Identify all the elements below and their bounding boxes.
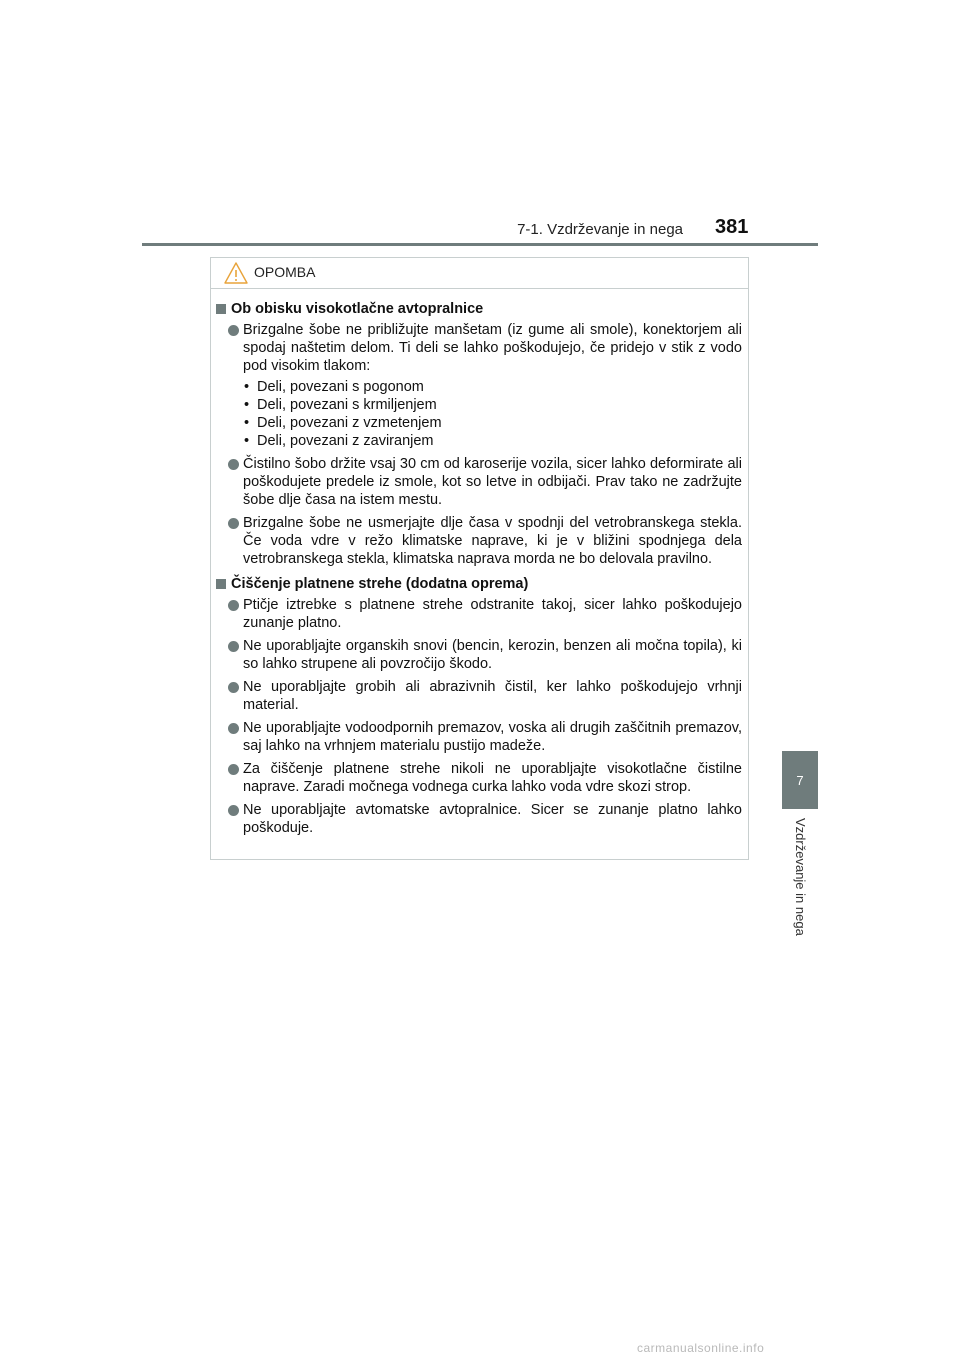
circle-bullet-icon: [228, 641, 239, 652]
section-heading: [215, 300, 742, 318]
note-body: [211, 300, 748, 842]
list-item-text: Brizgalne šobe ne usmerjajte dlje časa v spodnji del vetrobranskega stekla. Če voda vdre v režo klimatske naprave, ki je v bližini spodnjega dela vetrobranskega stekla, klimatska naprava morda ne bo delovala pravilno.: [243, 515, 742, 567]
section-heading-text: Čiščenje platnene strehe (dodatna oprema): [231, 576, 529, 592]
circle-bullet-icon: [228, 805, 239, 816]
list-item-text: Brizgalne šobe ne približujte manšetam (iz gume ali smole), konektorjem ali spodaj naštetim delom. Ti deli se lahko poškodujejo, če pridejo v stik z vodo pod visokim tlakom:: [243, 322, 742, 374]
header-divider: [142, 243, 818, 246]
sub-list: [243, 378, 742, 450]
circle-bullet-icon: [228, 325, 239, 336]
list-item-text: Čistilno šobo držite vsaj 30 cm od karoserije vozila, sicer lahko deformirate ali poškodujete predele iz smole, kot so letve in odbijači. Prav tako ne zadržujte šobe dlje časa na istem mestu.: [243, 456, 742, 508]
warning-triangle-icon: [223, 261, 249, 285]
list-item: [215, 637, 742, 673]
list-item-text: Ne uporabljajte grobih ali abrazivnih čistil, ker lahko poškodujejo vrhnji material.: [243, 679, 742, 713]
list-item: [215, 514, 742, 568]
list-item-text: Ne uporabljajte vodoodpornih premazov, voska ali drugih zaščitnih premazov, saj lahko na vrhnjem materialu pustijo madeže.: [243, 720, 742, 754]
square-bullet-icon: [216, 304, 226, 314]
chapter-side-title: Vzdrževanje in nega: [793, 818, 808, 936]
sub-list-item: • Deli, povezani s pogonom: [243, 378, 742, 396]
circle-bullet-icon: [228, 764, 239, 775]
watermark-text: carmanualsonline.info: [637, 1341, 765, 1355]
sub-list-item: • Deli, povezani s krmiljenjem: [243, 396, 742, 414]
sub-list-item: • Deli, povezani z zaviranjem: [243, 432, 742, 450]
circle-bullet-icon: [228, 518, 239, 529]
list-item-text: Ne uporabljajte avtomatske avtopralnice. Sicer se zunanje platno lahko poškoduje.: [243, 802, 742, 836]
chapter-number: 7: [796, 772, 804, 788]
list-item: [215, 596, 742, 632]
list-item: [215, 455, 742, 509]
sub-list-item: • Deli, povezani z vzmetenjem: [243, 414, 742, 432]
circle-bullet-icon: [228, 723, 239, 734]
note-box: [210, 257, 749, 860]
circle-bullet-icon: [228, 459, 239, 470]
list-item: [215, 678, 742, 714]
section-title: 7-1. Vzdrževanje in nega: [517, 221, 683, 238]
list-item: [215, 321, 742, 450]
list-item: [215, 801, 742, 837]
list-item-text: Za čiščenje platnene strehe nikoli ne uporabljajte visokotlačne čistilne naprave. Zaradi močnega vodnega curka lahko voda vdre skozi strop.: [243, 761, 742, 795]
list-item-text: Ne uporabljajte organskih snovi (bencin, kerozin, benzen ali močna topila), ki so lahko strupene ali povzročijo škodo.: [243, 638, 742, 672]
list-item: [215, 760, 742, 796]
section-heading-text: Ob obisku visokotlačne avtopralnice: [231, 301, 484, 317]
square-bullet-icon: [216, 579, 226, 589]
footer-watermark: [637, 1339, 955, 1355]
chapter-tab: [782, 751, 818, 809]
note-label: OPOMBA: [254, 264, 316, 280]
circle-bullet-icon: [228, 682, 239, 693]
section-heading: [215, 575, 742, 593]
circle-bullet-icon: [228, 600, 239, 611]
list-item: [215, 719, 742, 755]
list-item-text: Ptičje iztrebke s platnene strehe odstranite takoj, sicer lahko poškodujejo zunanje platno.: [243, 597, 742, 631]
note-header: [211, 258, 748, 289]
page-number: 381: [715, 216, 749, 238]
